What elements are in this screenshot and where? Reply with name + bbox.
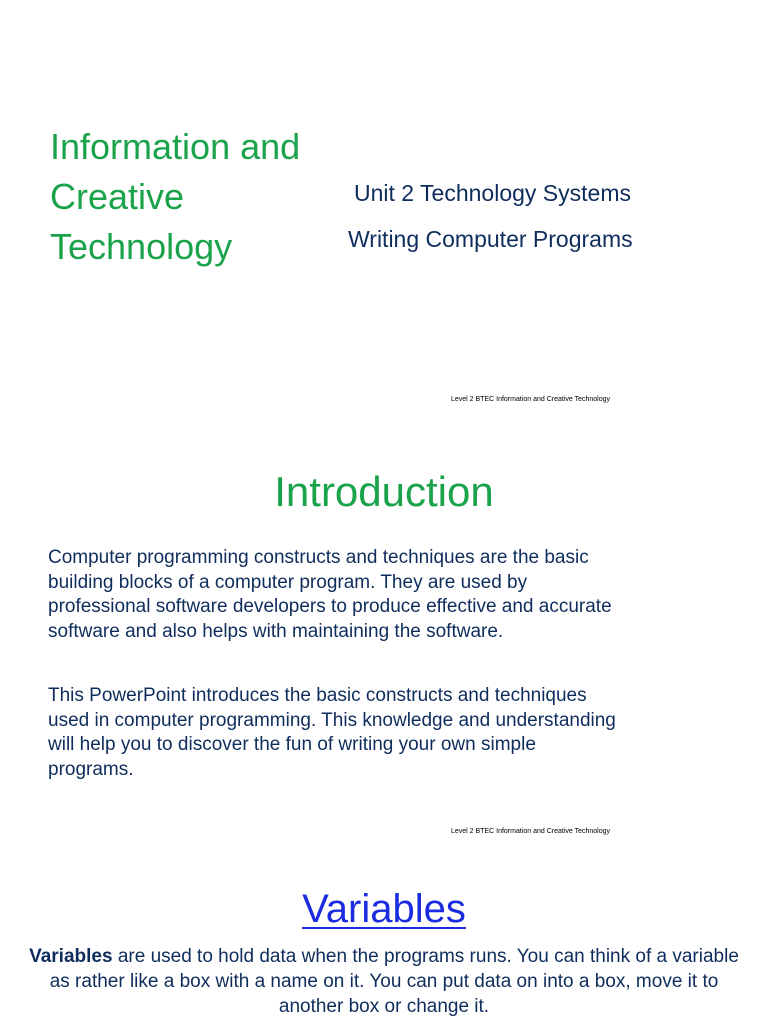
slide3-body xyxy=(20,944,748,1019)
slide1-title: Information and Creative Technology xyxy=(50,126,301,267)
slide-title xyxy=(0,0,768,420)
slide1-footer: Level 2 BTEC Information and Creative Technology xyxy=(451,396,611,403)
slide3-body-keyword: Variables xyxy=(29,946,113,967)
slide2-paragraph-2: This PowerPoint introduces the basic constructs and techniques used in computer programming. This knowledge and understanding will help you to discover the fun of writing your own simple programs. xyxy=(48,685,616,780)
slide-introduction xyxy=(0,430,768,850)
slide2-title: Introduction xyxy=(274,468,494,515)
slide3-body-text: are used to hold data when the programs runs. You can think of a variable as rather like a box with a name on it. You can put data on into a box, move it to another box or change it. xyxy=(49,946,739,1017)
slide-variables xyxy=(0,860,768,1024)
slide3-title-link[interactable]: Variables xyxy=(302,887,466,931)
slide2-paragraph-1: Computer programming constructs and techniques are the basic building blocks of a computer program. They are used by professional software developers to produce effective and accurate software and also helps with maintaining the software. xyxy=(48,547,612,642)
slide2-footer: Level 2 BTEC Information and Creative Technology xyxy=(451,828,611,835)
slide1-unit-subtitle: Unit 2 Technology Systems xyxy=(354,180,631,206)
slide1-topic-subtitle: Writing Computer Programs xyxy=(348,226,633,252)
